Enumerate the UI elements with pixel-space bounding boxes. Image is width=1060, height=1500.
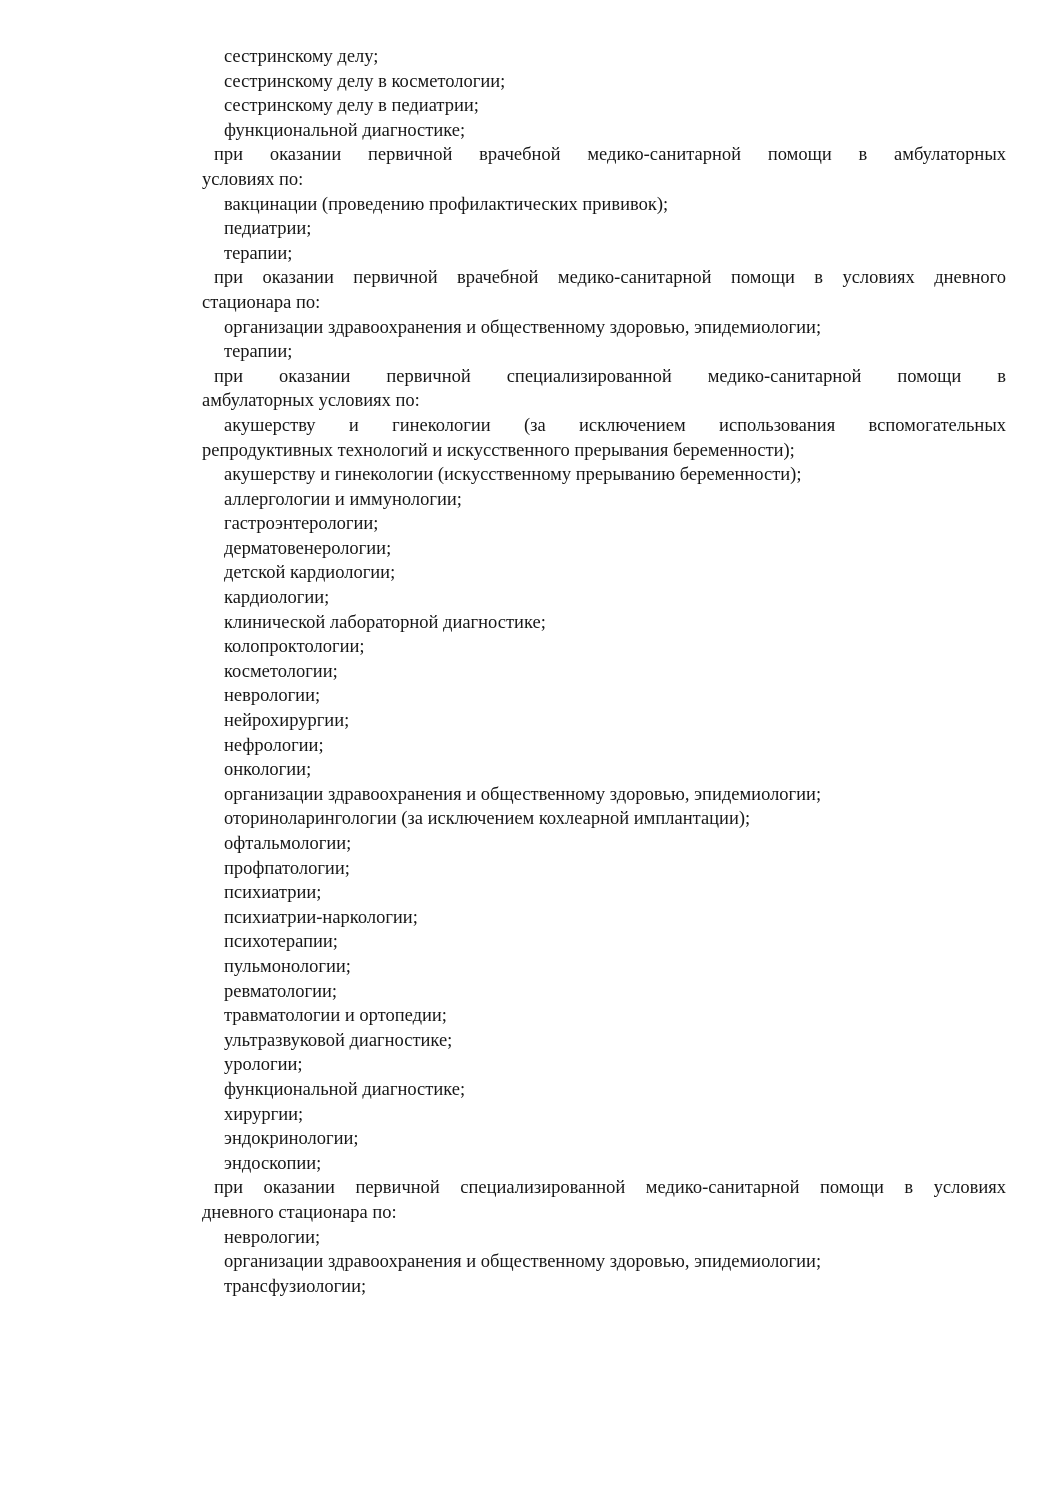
list-item [202,1250,1006,1275]
list-item [202,1127,1006,1152]
section-header [202,266,1006,315]
text-line: дневного стационара по: [202,1202,397,1223]
list-item [202,94,1006,119]
section-header [202,143,1006,192]
text-line: организации здравоохранения и общественному здоровью, эпидемиологии; [224,784,822,805]
list-item [202,734,1006,759]
text-line: гастроэнтерологии; [224,514,379,535]
text-line: ревматологии; [224,981,338,1002]
list-item [202,217,1006,242]
text-line: психотерапии; [224,932,338,953]
text-line: ультразвуковой диагностике; [224,1030,453,1051]
text-line: детской кардиологии; [224,563,396,584]
text-line: стационара по: [202,292,321,313]
list-item [202,1004,1006,1029]
text-line: педиатрии; [224,219,312,240]
list-item [202,537,1006,562]
text-line: неврологии; [224,1227,321,1248]
list-item [202,488,1006,513]
text-line: травматологии и ортопедии; [224,1006,447,1027]
list-item [202,70,1006,95]
text-line: профпатологии; [224,858,350,879]
text-line: терапии; [224,342,293,363]
list-item [202,340,1006,365]
text-line: офтальмологии; [224,834,352,854]
list-item [202,611,1006,636]
text-line: терапии; [224,243,293,264]
text-line: хирургии; [224,1104,304,1125]
section-header [202,365,1006,414]
list-item [202,119,1006,144]
list-item [202,1103,1006,1128]
text-line: нейрохирургии; [224,711,350,732]
text-line: психиатрии; [224,883,322,904]
list-item [202,45,1006,70]
list-item [202,783,1006,808]
text-line: при оказании первичной специализированной медико-санитарной помощи в [214,366,1006,387]
section-header [202,1176,1006,1225]
text-line: кардиологии; [224,588,330,609]
list-item [202,512,1006,537]
text-line: эндокринологии; [224,1129,359,1150]
list-item [202,832,1006,857]
list-item [202,1226,1006,1251]
text-line: репродуктивных технологий и искусственного прерывания беременности); [202,440,795,461]
list-item [202,561,1006,586]
text-line: функциональной диагностике; [224,1079,466,1100]
list-item [202,709,1006,734]
text-line: акушерству и гинекологии (за исключением использования вспомогательных [224,415,1006,436]
text-line: при оказании первичной врачебной медико-санитарной помощи в амбулаторных [214,145,1006,166]
text-line: при оказании первичной специализированной медико-санитарной помощи в условиях [214,1178,1006,1199]
list-item [202,635,1006,660]
list-item [202,463,1006,488]
text-line: сестринскому делу в косметологии; [224,71,506,92]
text-line: клинической лабораторной диагностике; [224,612,546,633]
text-line: аллергологии и иммунологии; [224,489,462,510]
text-line: организации здравоохранения и общественному здоровью, эпидемиологии; [224,317,822,338]
text-line: сестринскому делу; [224,47,379,67]
list-item [202,316,1006,341]
list-item [202,906,1006,931]
text-line: колопроктологии; [224,637,365,658]
list-item [202,857,1006,882]
list-item [202,955,1006,980]
text-line: сестринскому делу в педиатрии; [224,96,479,117]
text-line: акушерству и гинекологии (искусственному прерыванию беременности); [224,465,802,486]
text-line: вакцинации (проведению профилактических прививок); [224,194,669,215]
list-item [202,758,1006,783]
text-line: нефрологии; [224,735,324,756]
list-item [202,881,1006,906]
list-item [202,193,1006,218]
text-line: организации здравоохранения и общественному здоровью, эпидемиологии; [224,1252,822,1273]
list-item [202,1275,1006,1300]
list-item [202,1152,1006,1177]
list-item [202,1029,1006,1054]
text-line: дерматовенерологии; [224,538,392,559]
text-line: оториноларингологии (за исключением кохлеарной имплантации); [224,809,751,830]
text-line: косметологии; [224,661,338,682]
list-item [202,980,1006,1005]
license-services-list [202,45,1006,1299]
list-item [202,1053,1006,1078]
text-line: пульмонологии; [224,956,351,977]
list-item [202,807,1006,832]
text-line: амбулаторных условиях по: [202,391,420,412]
list-item [202,930,1006,955]
list-item [202,414,1006,463]
text-line: онкологии; [224,760,312,781]
list-item [202,1078,1006,1103]
text-line: при оказании первичной врачебной медико-санитарной помощи в условиях дневного [214,268,1006,289]
list-item [202,586,1006,611]
text-line: урологии; [224,1055,303,1076]
text-line: функциональной диагностике; [224,120,466,141]
list-item [202,242,1006,267]
text-line: условиях по: [202,169,304,190]
text-line: психиатрии-наркологии; [224,907,418,928]
text-line: неврологии; [224,686,321,707]
text-line: трансфузиологии; [224,1276,367,1297]
list-item [202,660,1006,685]
list-item [202,684,1006,709]
text-line: эндоскопии; [224,1153,322,1174]
